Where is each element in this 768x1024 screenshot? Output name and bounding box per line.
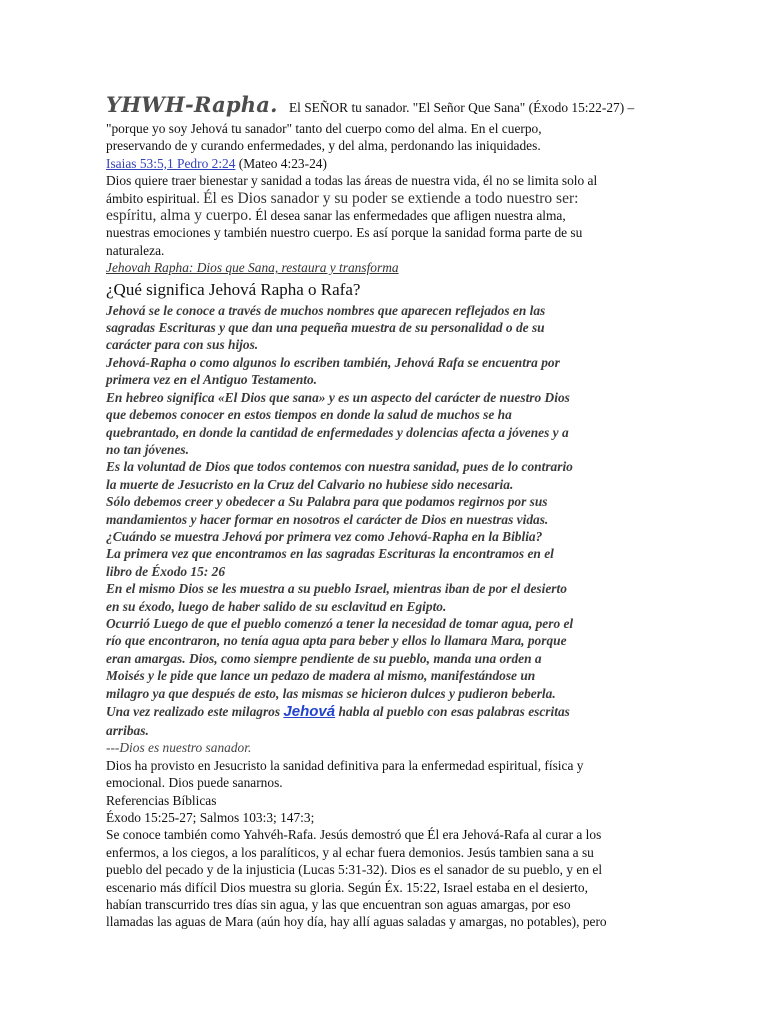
jehova-line-before: Una vez realizado este milagros — [106, 704, 284, 719]
italic-line: milagro ya que después de esto, las mismas se hicieron dulces y pudieron beberla. — [106, 685, 556, 701]
italic-line: que debemos conocer en estos tiempos en donde la salud de muchos se ha — [106, 407, 512, 423]
italic-line: ¿Cuándo se muestra Jehová por primera vez como Jehová-Rapha en la Biblia? — [106, 528, 543, 544]
closing-line: llamadas las aguas de Mara (aún hoy día, hay allí aguas saladas y amargas, no potables), pero — [106, 914, 607, 930]
italic-line: eran amargas. Dios, como siempre pendiente de su pueblo, manda una orden a — [106, 650, 542, 666]
scripture-reference-text: (Mateo 4:23-24) — [235, 155, 327, 171]
italic-line: río que encontraron, no tenía agua apta para beber y ellos lo llamara Mara, porque — [106, 633, 567, 649]
intro-line-7-emphasis: espíritu, alma y cuerpo. — [106, 207, 252, 225]
closing-section — [106, 757, 666, 931]
italic-line: Moisés y le pide que lance un pedazo de madera al mismo, manifestándose un — [106, 668, 536, 684]
jehova-link[interactable]: Jehová — [283, 703, 336, 720]
closing-line: enfermos, a los ciegos, a los paralíticos, y al echar fuera demonios. Jesús tambien sana a su — [106, 844, 594, 860]
italic-line: primera vez en el Antiguo Testamento. — [106, 372, 318, 388]
italic-line: Sólo debemos creer y obedecer a Su Palabra para que podamos regirnos por sus — [106, 494, 548, 510]
intro-line-9: naturaleza. — [106, 242, 165, 258]
intro-line-6 — [106, 190, 666, 207]
references-list: Éxodo 15:25-27; Salmos 103:3; 147:3; — [106, 810, 315, 826]
italic-line: La primera vez que encontramos en las sagradas Escrituras la encontramos en el — [106, 546, 554, 562]
italic-line: carácter para con sus hijos. — [106, 337, 259, 353]
italic-line: no tan jóvenes. — [106, 441, 189, 457]
closing-line: habían transcurrido tres días sin agua, y las que encuentran son aguas amargas, por eso — [106, 897, 571, 913]
italic-line: arribas. — [106, 723, 149, 738]
jehova-line-after: habla al pueblo con esas palabras escritas — [335, 704, 570, 719]
closing-line: emocional. Dios puede sanarnos. — [106, 775, 283, 791]
scripture-reference-line — [106, 155, 666, 172]
title-line — [106, 92, 666, 120]
italic-line: Jehová se le conoce a través de muchos nombres que aparecen reflejados en las — [106, 302, 546, 318]
italic-line: sagradas Escrituras y que dan una pequeña muestra de su personalidad o de su — [106, 320, 545, 336]
italic-line: En el mismo Dios se les muestra a su pueblo Israel, mientras iban de por el desierto — [106, 581, 567, 597]
intro-line-6-emphasis: Él es Dios sanador y su poder se extiende a todo nuestro ser: — [203, 189, 579, 207]
italic-line: Es la voluntad de Dios que todos contemos con nuestra sanidad, pues de lo contrario — [106, 459, 573, 475]
intro-line-1: El SEÑOR tu sanador. "El Señor Que Sana" (Éxodo 15:22-27) – — [288, 100, 635, 115]
scripture-link[interactable]: Isaias 53:5,1 Pedro 2:24 — [106, 155, 236, 171]
closing-line: Dios ha provisto en Jesucristo la sanidad definitiva para la enfermedad espiritual, física y — [106, 757, 584, 773]
closing-line: Se conoce también como Yahvéh-Rafa. Jesús demostró que Él era Jehová-Rafa al curar a los — [106, 827, 602, 843]
italic-line: mandamientos y hacer formar en nosotros el carácter de Dios en nuestras vidas. — [106, 511, 549, 527]
intro-line-3: preservando de y curando enfermedades, y del alma, perdonando las iniquidades. — [106, 138, 541, 154]
intro-line-5: Dios quiere traer bienestar y sanidad a todas las áreas de nuestra vida, él no se limita solo al — [106, 173, 598, 189]
jehova-line — [106, 702, 666, 722]
intro-line-8: nuestras emociones y también nuestro cuerpo. Es así porque la sanidad forma parte de su — [106, 225, 583, 241]
subtitle: Jehovah Rapha: Dios que Sana, restaura y transforma — [106, 260, 399, 276]
italic-line: Jehová-Rapha o como algunos lo escriben también, Jehová Rafa se encuentra por — [106, 354, 560, 370]
closing-line: escenario más difícil Dios muestra su gloria. Según Éx. 15:22, Israel estaba en el desierto, — [106, 879, 588, 895]
italic-line: quebrantado, en donde la cantidad de enfermedades y dolencias afecta a jóvenes y a — [106, 424, 569, 440]
dios-sanador-line: ---Dios es nuestro sanador. — [106, 740, 252, 756]
intro-line-7 — [106, 207, 666, 224]
section-heading: ¿Qué significa Jehová Rapha o Rafa? — [106, 279, 361, 299]
italic-line: En hebreo significa «El Dios que sana» y es un aspecto del carácter de nuestro Dios — [106, 389, 570, 405]
italic-line: Ocurrió Luego de que el pueblo comenzó a tener la necesidad de tomar agua, pero el — [106, 615, 574, 631]
closing-line: pueblo del pecado y de la injusticia (Lucas 5:31-32). Dios es el sanador de su pueblo, y en el — [106, 862, 603, 878]
italic-line: en su éxodo, luego de haber salido de su esclavitud en Egipto. — [106, 598, 447, 614]
intro-line-6-start: ámbito espiritual. — [106, 190, 204, 206]
italic-section — [106, 302, 666, 740]
intro-line-7-rest: Él desea sanar las enfermedades que afligen nuestra alma, — [251, 208, 566, 224]
document-title: YHWH-Rapha. — [106, 92, 278, 117]
intro-line-2: "porque yo soy Jehová tu sanador" tanto del cuerpo como del alma. En el cuerpo, — [106, 121, 542, 136]
italic-line: la muerte de Jesucristo en la Cruz del Calvario no hubiese sido necesaria. — [106, 476, 514, 492]
references-heading: Referencias Bíblicas — [106, 792, 217, 808]
document-body — [106, 92, 666, 931]
italic-line: libro de Éxodo 15: 26 — [106, 563, 226, 579]
